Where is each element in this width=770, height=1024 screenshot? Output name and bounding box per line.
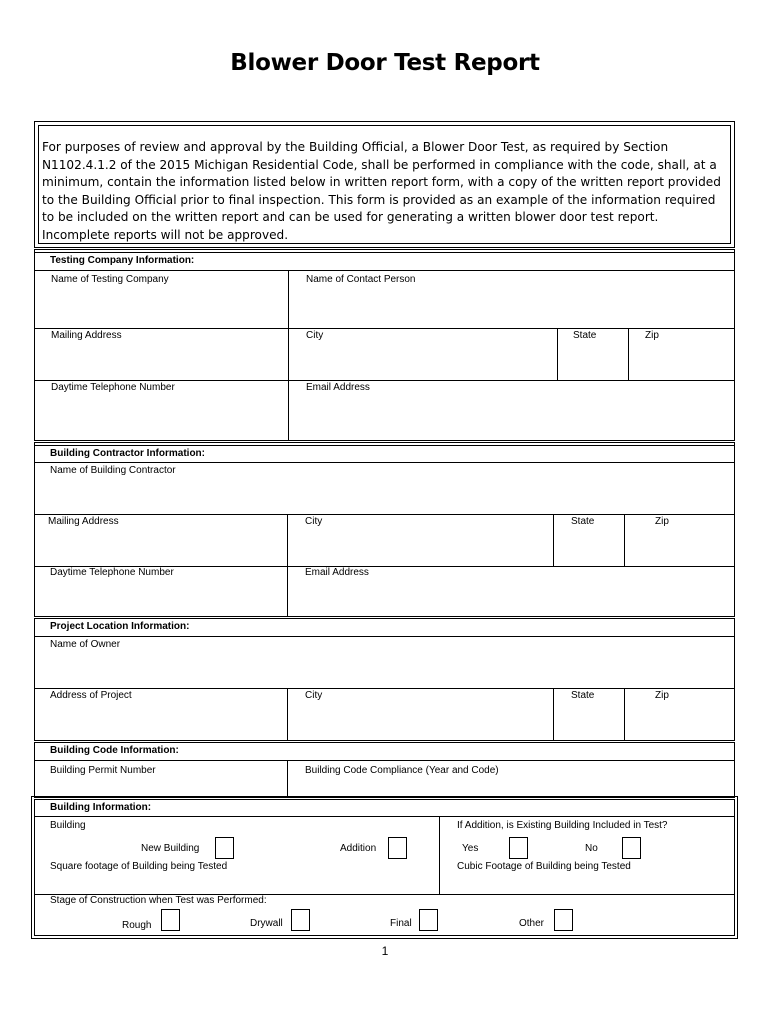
contractor-phone-field[interactable]: Daytime Telephone Number xyxy=(50,567,174,578)
page-number: 1 xyxy=(381,944,389,958)
building-code-compliance-field[interactable]: Building Code Compliance (Year and Code) xyxy=(305,765,499,776)
building-permit-number-field[interactable]: Building Permit Number xyxy=(50,765,156,776)
project-state-field[interactable]: State xyxy=(571,690,595,701)
addition-checkbox[interactable] xyxy=(388,837,407,859)
square-footage-field[interactable]: Square footage of Building being Tested xyxy=(50,861,228,872)
new-building-label: New Building xyxy=(141,843,200,854)
testing-zip-field[interactable]: Zip xyxy=(645,330,659,341)
testing-contact-person-field[interactable]: Name of Contact Person xyxy=(306,274,416,285)
testing-state-field[interactable]: State xyxy=(573,330,597,341)
addition-label: Addition xyxy=(340,843,377,854)
project-zip-field[interactable]: Zip xyxy=(655,690,669,701)
other-label: Other xyxy=(519,918,545,929)
intro-text: For purposes of review and approval by the Building Official, a Blower Door Test, as required by Section N1102.4.1.2 of the 2015 Michigan Residential Code, shall be performed in compliance with the code, shall, at a minimum, contain the information listed below in written report form, with a copy of the written report provided to the Building Official prior to final inspection. This form is provided as an example of the information required to be included on the written report and can be used for generating a written blower door test report. Incomplete reports will not be approved. xyxy=(42,140,721,242)
contractor-email-field[interactable]: Email Address xyxy=(305,567,369,578)
project-address-field[interactable]: Address of Project xyxy=(50,690,132,701)
building-contractor-header: Building Contractor Information: xyxy=(50,448,205,459)
testing-company-header: Testing Company Information: xyxy=(50,255,195,266)
owner-name-field[interactable]: Name of Owner xyxy=(50,639,121,650)
contractor-city-field[interactable]: City xyxy=(305,516,323,527)
intro-box xyxy=(34,121,735,248)
project-city-field[interactable]: City xyxy=(305,690,323,701)
addition-question-label: If Addition, is Existing Building Included in Test? xyxy=(457,820,668,831)
final-label: Final xyxy=(390,918,412,929)
testing-city-field[interactable]: City xyxy=(306,330,324,341)
building-info-header: Building Information: xyxy=(50,802,152,813)
project-location-header: Project Location Information: xyxy=(50,621,190,632)
drywall-checkbox[interactable] xyxy=(291,909,310,931)
testing-email-field[interactable]: Email Address xyxy=(306,382,370,393)
new-building-checkbox[interactable] xyxy=(215,837,234,859)
no-label: No xyxy=(585,843,598,854)
rough-label: Rough xyxy=(122,920,152,931)
testing-mailing-address-field[interactable]: Mailing Address xyxy=(51,330,122,341)
contractor-zip-field[interactable]: Zip xyxy=(655,516,669,527)
contractor-name-field[interactable]: Name of Building Contractor xyxy=(50,465,176,476)
yes-label: Yes xyxy=(462,843,479,854)
building-code-header: Building Code Information: xyxy=(50,745,179,756)
no-checkbox[interactable] xyxy=(622,837,641,859)
testing-company-name-field[interactable]: Name of Testing Company xyxy=(51,274,169,285)
final-checkbox[interactable] xyxy=(419,909,438,931)
contractor-state-field[interactable]: State xyxy=(571,516,595,527)
construction-stage-label: Stage of Construction when Test was Performed: xyxy=(50,895,267,906)
building-type-label: Building xyxy=(50,820,86,831)
page-title: Blower Door Test Report xyxy=(230,50,540,76)
testing-phone-field[interactable]: Daytime Telephone Number xyxy=(51,382,175,393)
drywall-label: Drywall xyxy=(250,918,283,929)
other-checkbox[interactable] xyxy=(554,909,573,931)
yes-checkbox[interactable] xyxy=(509,837,528,859)
rough-checkbox[interactable] xyxy=(161,909,180,931)
cubic-footage-field[interactable]: Cubic Footage of Building being Tested xyxy=(457,861,631,872)
contractor-mailing-address-field[interactable]: Mailing Address xyxy=(48,516,119,527)
